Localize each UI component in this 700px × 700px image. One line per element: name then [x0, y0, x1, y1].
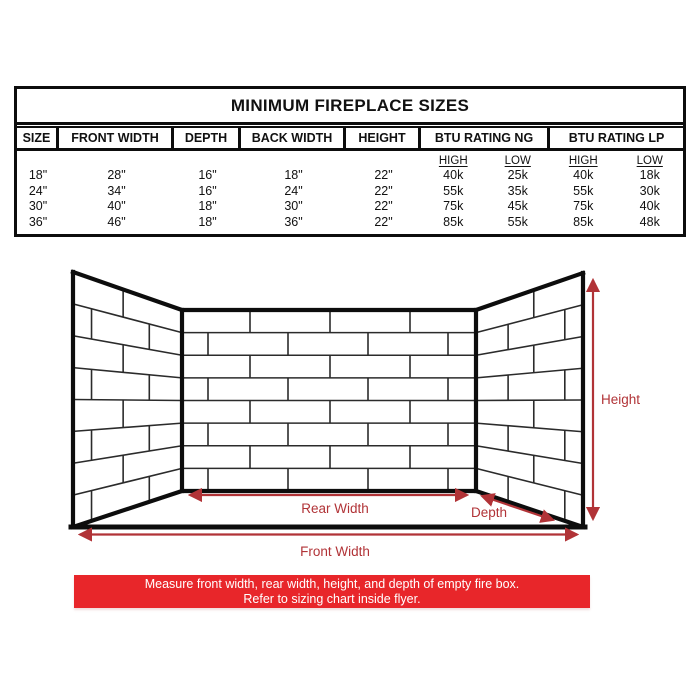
table-cell: 18": [198, 199, 217, 213]
table-cell: 24": [28, 183, 48, 198]
instruction-banner: [74, 575, 590, 608]
column-header-front-width: FRONT WIDTH: [59, 128, 174, 148]
banner-line-1: Measure front width, rear width, height, and depth of empty fire box.: [144, 576, 520, 591]
table-cell: 36": [28, 214, 48, 229]
column-header-btu-lp: BTU RATING LP: [568, 131, 665, 145]
column-header-size: SIZE: [17, 128, 59, 148]
front-width-label: Front Width: [300, 544, 370, 559]
table-cell: 18k: [639, 168, 660, 182]
table-cell: 85k: [443, 214, 464, 229]
table-cell: 45k: [507, 199, 528, 213]
table-cell: 40k: [639, 199, 660, 213]
table-cell: 22": [374, 168, 393, 182]
table-cell: 36": [284, 214, 303, 229]
table-cell: 30": [284, 199, 303, 213]
table-cell: 24": [284, 183, 303, 198]
brick-pattern: [73, 289, 583, 520]
table-title: MINIMUM FIREPLACE SIZES: [17, 89, 683, 125]
table-cell: 46": [107, 214, 126, 229]
height-label: Height: [601, 392, 641, 407]
subcolumn-header-lp-low: LOW: [636, 155, 663, 167]
table-cell: 85k: [573, 214, 594, 229]
column-header-depth: DEPTH: [174, 128, 241, 148]
table-cell: 55k: [443, 183, 464, 198]
column-header-btu-ng: BTU RATING NG: [421, 128, 550, 148]
table-cell: 18": [284, 168, 303, 182]
table-cell: 30": [28, 199, 48, 213]
table-cell: 16": [198, 183, 217, 198]
subcolumn-header-lp-high: HIGH: [568, 155, 598, 167]
table-cell: 55k: [573, 183, 594, 198]
table-cell: 35k: [507, 183, 528, 198]
subcolumn-header-ng-low: LOW: [504, 155, 531, 167]
dimension-arrows: [80, 280, 593, 535]
table-cell: 75k: [443, 199, 464, 213]
table-cell: 16": [198, 168, 217, 182]
table-cell: 40k: [573, 168, 594, 182]
banner-line-2: Refer to sizing chart inside flyer.: [243, 591, 421, 606]
table-cell: 40k: [443, 168, 464, 182]
table-cell: 40": [107, 199, 126, 213]
table-cell: 22": [374, 214, 393, 229]
table-cell: 18": [28, 168, 48, 182]
table-cell: 22": [374, 183, 393, 198]
column-header-back-width: BACK WIDTH: [241, 128, 346, 148]
table-cell: 22": [374, 199, 393, 213]
table-cell: 48k: [639, 214, 660, 229]
table-cell: 30k: [639, 183, 660, 198]
column-header-height: HEIGHT: [346, 128, 421, 148]
table-cell: 25k: [507, 168, 528, 182]
depth-label: Depth: [470, 505, 508, 520]
table-cell: 34": [107, 183, 126, 198]
table-cell: 75k: [573, 199, 594, 213]
rear-width-label: Rear Width: [301, 501, 369, 516]
table-cell: 55k: [507, 214, 528, 229]
table-cell: 28": [107, 168, 126, 182]
subcolumn-header-ng-high: HIGH: [438, 155, 468, 167]
table-cell: 18": [198, 214, 217, 229]
